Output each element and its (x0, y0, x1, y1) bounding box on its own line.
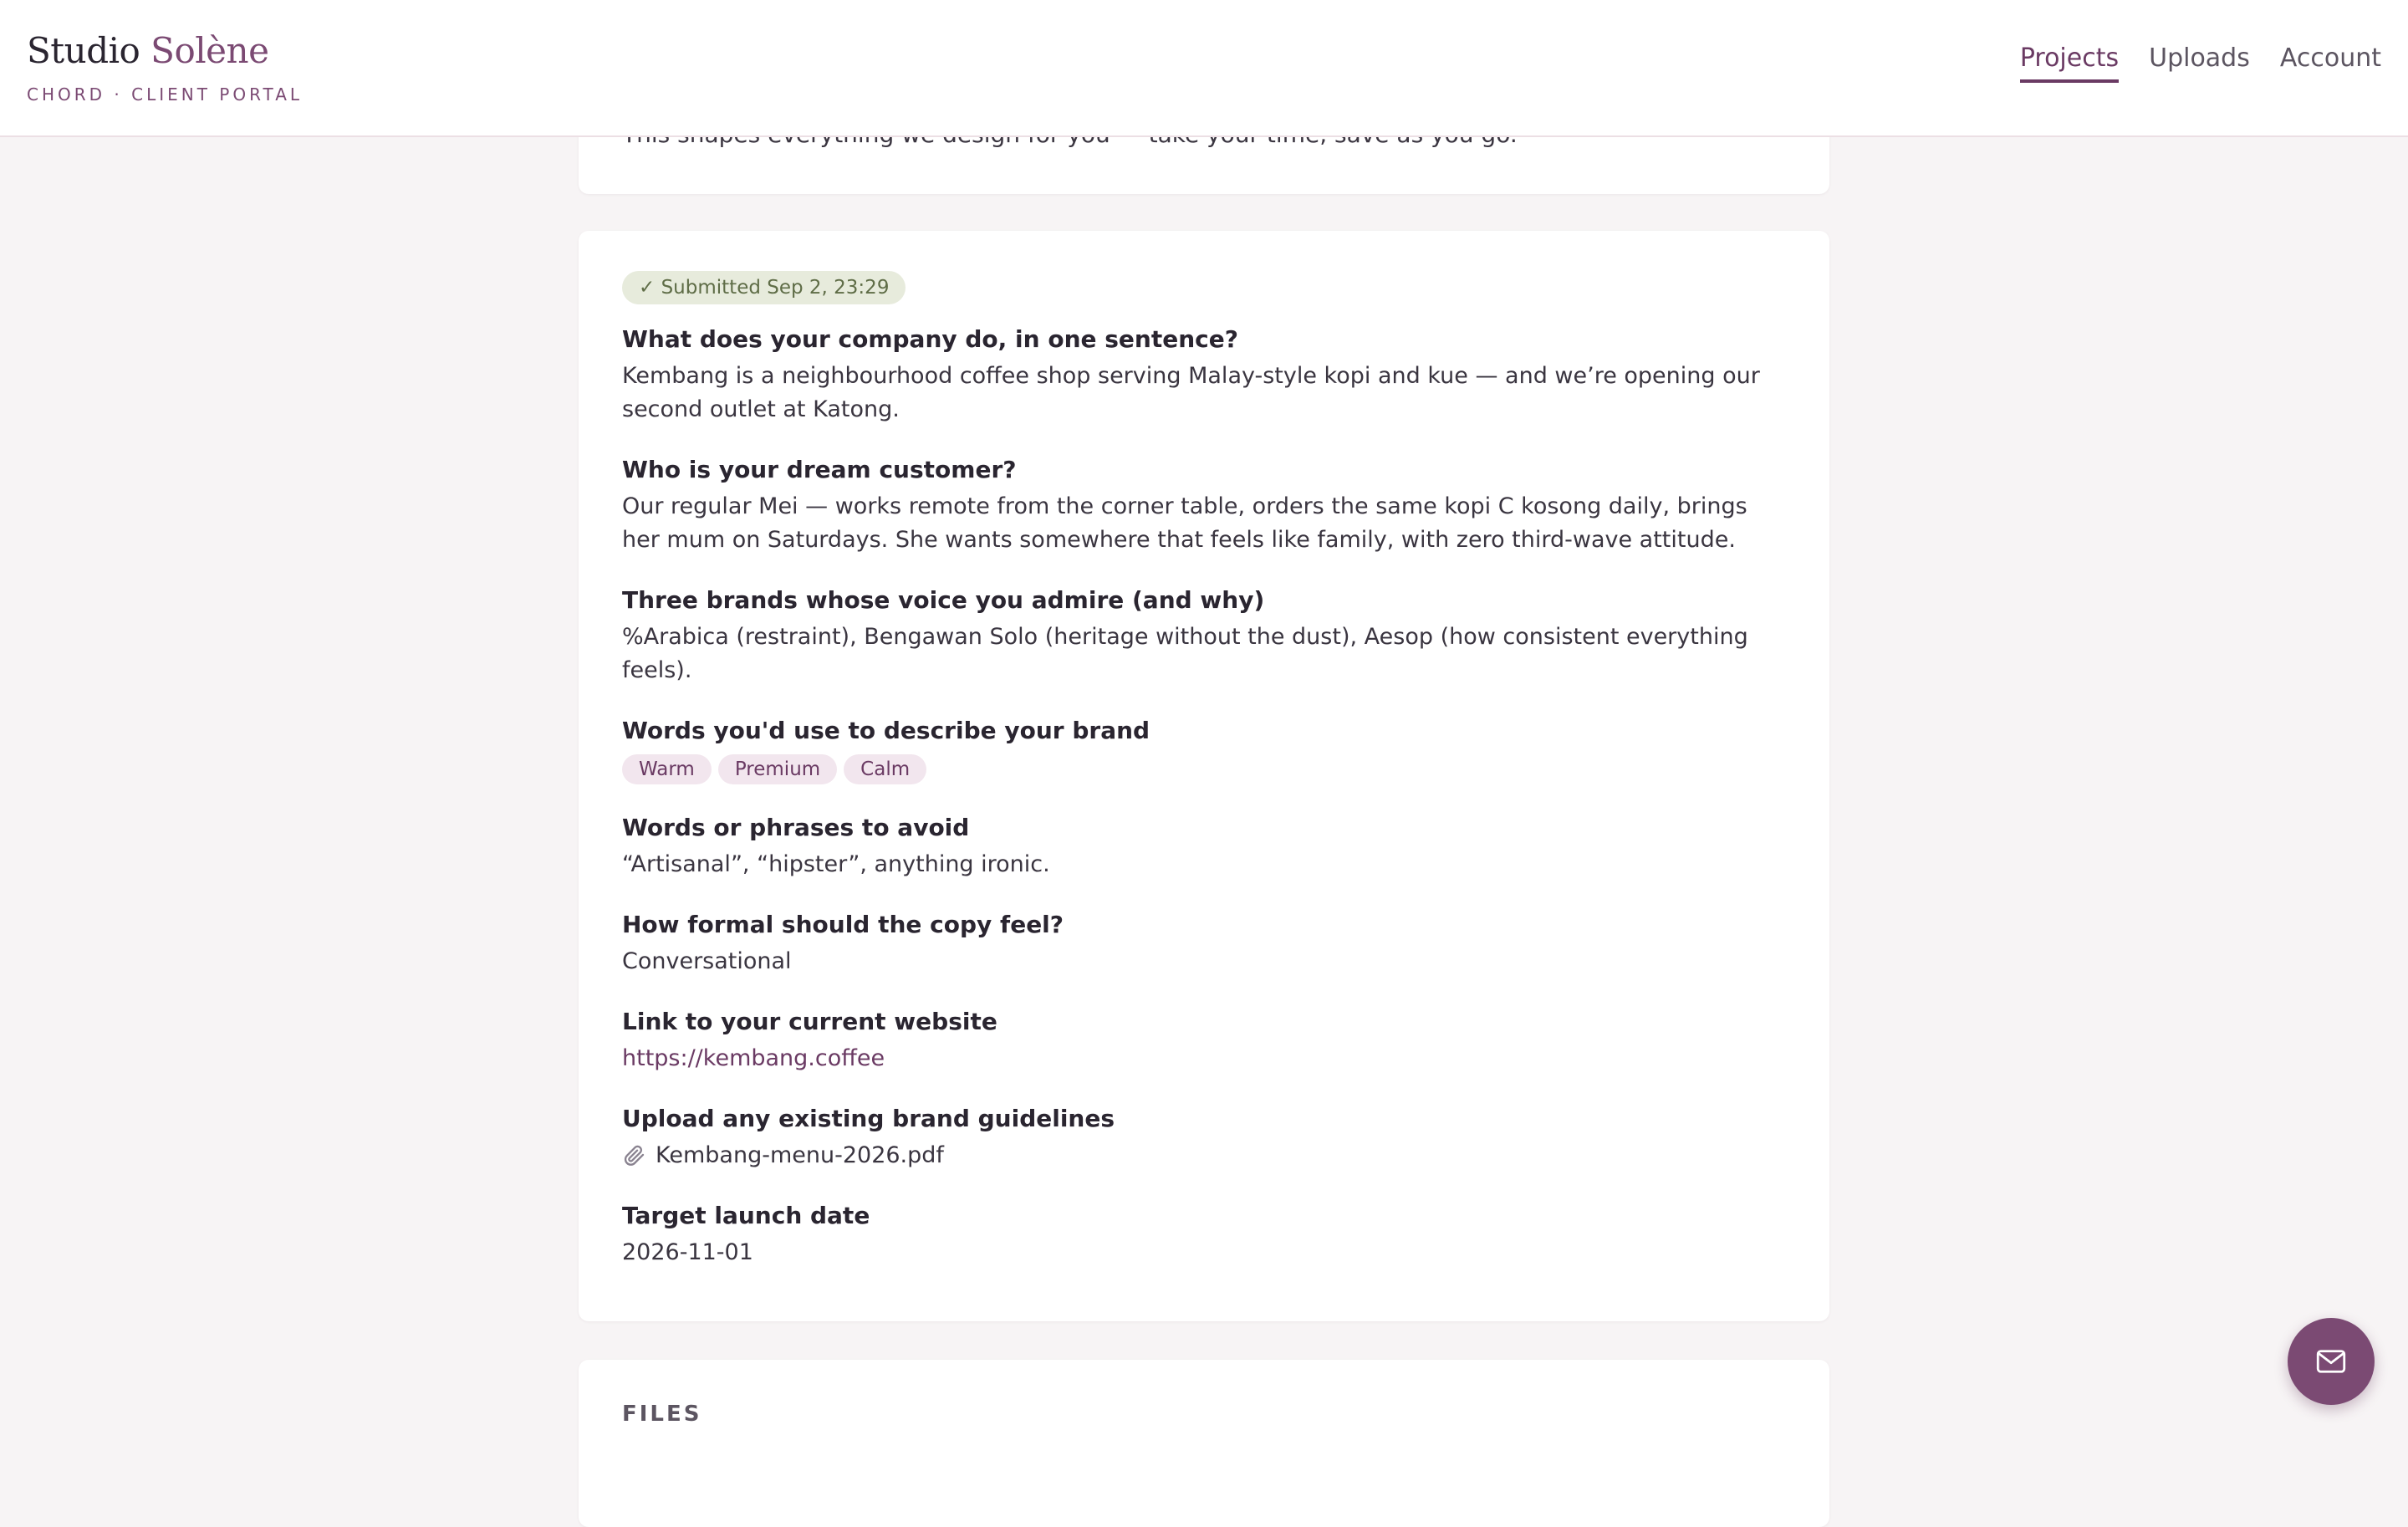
question-label: Words you'd use to describe your brand (622, 717, 1150, 744)
qa-website (622, 1005, 1786, 1075)
brand-word-tags (622, 754, 1786, 784)
brand-logo[interactable] (27, 30, 268, 71)
files-heading: FILES (622, 1402, 702, 1427)
attached-file[interactable] (622, 1139, 1786, 1172)
top-header (0, 0, 2408, 137)
submitted-status-badge: ✓ Submitted Sep 2, 23:29 (622, 271, 906, 304)
question-label: Words or phrases to avoid (622, 814, 970, 841)
answer-text: Kembang is a neighbourhood coffee shop serving Malay-style kopi and kue — and we’re opening our second outlet at Katong. (622, 363, 1760, 422)
question-label: Link to your current website (622, 1008, 997, 1035)
qa-company (622, 323, 1786, 426)
files-card (579, 1360, 1829, 1527)
brand-name-main: Studio (27, 30, 140, 71)
message-button[interactable] (2288, 1318, 2375, 1405)
answer-link-row (622, 1042, 1786, 1075)
nav-account[interactable]: Account (2279, 43, 2381, 73)
question-label: Three brands whose voice you admire (and why) (622, 586, 1265, 614)
website-link[interactable]: https://kembang.coffee (622, 1045, 885, 1071)
answer-text: Conversational (622, 948, 792, 974)
answer-text: “Artisanal”, “hipster”, anything ironic. (622, 851, 1050, 877)
brand-name-accent: Solène (150, 30, 269, 71)
question-label: Upload any existing brand guidelines (622, 1105, 1115, 1132)
nav-projects[interactable]: Projects (2020, 43, 2119, 83)
answer-text: 2026-11-01 (622, 1239, 753, 1265)
question-label: Target launch date (622, 1202, 870, 1229)
question-label: Who is your dream customer? (622, 456, 1017, 483)
main-nav (2020, 43, 2381, 83)
paperclip-icon (622, 1144, 645, 1167)
brief-card (579, 231, 1829, 1321)
qa-brand-words (622, 714, 1786, 784)
tag-calm: Calm (844, 754, 926, 784)
file-name: Kembang-menu-2026.pdf (656, 1142, 944, 1168)
question-label: How formal should the copy feel? (622, 911, 1064, 938)
answer-text: Our regular Mei — works remote from the corner table, orders the same kopi C kosong daily, brings her mum on Saturdays. She wants somewhere that feels like family, with zero third-wave attitude. (622, 493, 1747, 553)
qa-launch-date (622, 1199, 1786, 1269)
qa-words-avoid (622, 811, 1786, 881)
answer-text: %Arabica (restraint), Bengawan Solo (heritage without the dust), Aesop (how consistent everything feels). (622, 624, 1748, 683)
qa-admired-brands (622, 584, 1786, 687)
qa-brand-guidelines (622, 1102, 1786, 1172)
question-label: What does your company do, in one sentence? (622, 325, 1238, 353)
tag-warm: Warm (622, 754, 712, 784)
qa-formality (622, 908, 1786, 978)
mail-icon (2314, 1344, 2349, 1379)
qa-dream-customer (622, 453, 1786, 557)
tag-premium: Premium (718, 754, 837, 784)
nav-uploads[interactable]: Uploads (2149, 43, 2250, 73)
brand-subtitle: CHORD · CLIENT PORTAL (27, 84, 304, 105)
